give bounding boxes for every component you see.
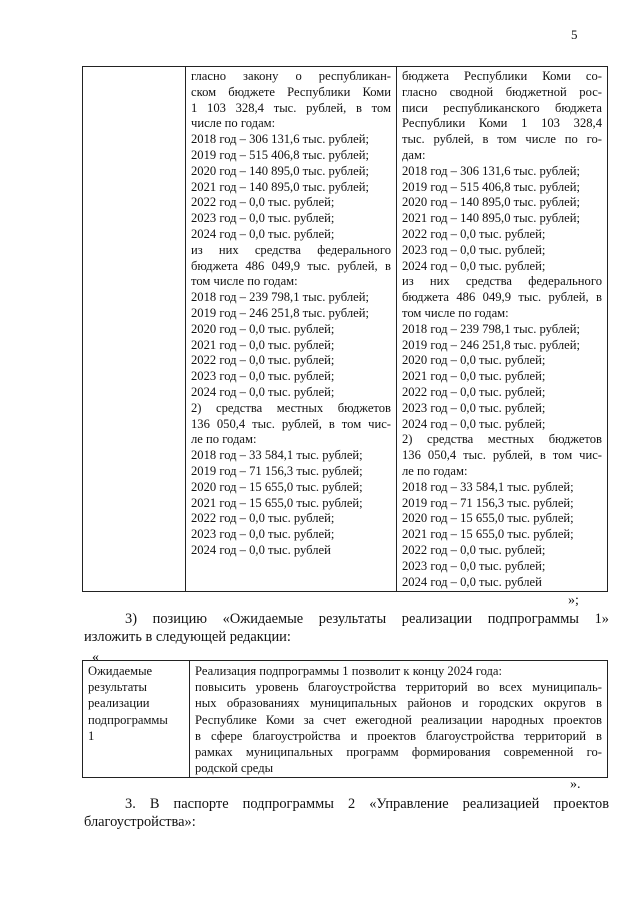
- text-line: 2020 год – 15 655,0 тыс. рублей;: [402, 511, 574, 526]
- text-line: родской среды: [195, 761, 274, 776]
- text-line: 2024 год – 0,0 тыс. рублей;: [191, 226, 335, 241]
- text-line: 2023 год – 0,0 тыс. рублей;: [402, 242, 546, 257]
- text-line: Республики Коми 1 103 328,4: [402, 116, 602, 131]
- text-line: 2021 год – 0,0 тыс. рублей;: [191, 337, 335, 352]
- item-3-line-2: изложить в следующей редакции:: [84, 629, 291, 645]
- budget-right-cell: [397, 67, 608, 592]
- page-number: 5: [571, 27, 578, 42]
- text-line: ле по годам:: [191, 432, 257, 447]
- text-line: 2) средства местных бюджетов: [402, 432, 602, 447]
- text-line: 2023 год – 0,0 тыс. рублей;: [402, 558, 546, 573]
- text-line: в сфере благоустройства и проектов благоустройства территорий в: [195, 728, 602, 743]
- budget-left-lines: [191, 69, 391, 559]
- text-line: гласно сводной бюджетной рос-: [402, 84, 602, 99]
- results-text-cell: [190, 661, 608, 778]
- item-passport-paragraph: [84, 795, 609, 831]
- text-line: дам:: [402, 147, 426, 162]
- text-line: 2024 год – 0,0 тыс. рублей;: [191, 384, 335, 399]
- text-line: 1: [88, 728, 95, 743]
- text-line: 2021 год – 15 655,0 тыс. рублей;: [402, 527, 574, 542]
- text-line: 2018 год – 306 131,6 тыс. рублей;: [191, 132, 369, 147]
- text-line: бюджета 486 049,9 тыс. рублей, в: [191, 258, 391, 273]
- text-line: числе по годам:: [191, 116, 276, 131]
- text-line: ле по годам:: [402, 463, 468, 478]
- text-line: 2020 год – 140 895,0 тыс. рублей;: [191, 163, 369, 178]
- text-line: 2021 год – 140 895,0 тыс. рублей;: [191, 179, 369, 194]
- text-line: Республике Коми за счет ежегодной реализации народных проектов: [195, 712, 602, 727]
- budget-left-cell: [186, 67, 397, 592]
- text-line: 2022 год – 0,0 тыс. рублей;: [402, 542, 546, 557]
- text-line: 2024 год – 0,0 тыс. рублей;: [402, 258, 546, 273]
- text-line: 2019 год – 71 156,3 тыс. рублей;: [191, 463, 363, 478]
- results-table: [82, 660, 608, 778]
- text-line: 2020 год – 0,0 тыс. рублей;: [191, 321, 335, 336]
- text-line: 1 103 328,4 тыс. рублей, в том: [191, 100, 391, 115]
- text-line: 2022 год – 0,0 тыс. рублей;: [191, 511, 335, 526]
- text-line: 2023 год – 0,0 тыс. рублей;: [402, 400, 546, 415]
- text-line: том числе по годам:: [402, 305, 509, 320]
- text-line: 2024 год – 0,0 тыс. рублей: [402, 574, 542, 589]
- text-line: 2018 год – 239 798,1 тыс. рублей;: [191, 290, 369, 305]
- text-line: 2019 год – 71 156,3 тыс. рублей;: [402, 495, 574, 510]
- text-line: 2019 год – 246 251,8 тыс. рублей;: [402, 337, 580, 352]
- text-line: рамках муниципальных программ формирования современной го-: [195, 745, 602, 760]
- text-line: из них средства федерального: [191, 242, 391, 257]
- text-line: 2020 год – 140 895,0 тыс. рублей;: [402, 195, 580, 210]
- text-line: результаты: [88, 680, 147, 695]
- text-line: Ожидаемые: [88, 664, 153, 678]
- text-line: 2021 год – 15 655,0 тыс. рублей;: [191, 495, 363, 510]
- text-line: из них средства федерального: [402, 274, 602, 289]
- text-line: 2024 год – 0,0 тыс. рублей;: [402, 416, 546, 431]
- budget-empty-cell: [83, 67, 186, 592]
- text-line: 2018 год – 239 798,1 тыс. рублей;: [402, 321, 580, 336]
- text-line: 2019 год – 515 406,8 тыс. рублей;: [191, 147, 369, 162]
- text-line: 136 050,4 тыс. рублей, в том чис-: [402, 448, 602, 463]
- text-line: 2024 год – 0,0 тыс. рублей: [191, 542, 331, 557]
- item-3-line-1: 3) позицию «Ожидаемые результаты реализации подпрограммы 1»: [125, 611, 609, 627]
- text-line: 2019 год – 515 406,8 тыс. рублей;: [402, 179, 580, 194]
- text-line: 2021 год – 140 895,0 тыс. рублей;: [402, 211, 580, 226]
- text-line: бюджета 486 049,9 тыс. рублей, в: [402, 290, 602, 305]
- text-line: 2023 год – 0,0 тыс. рублей;: [191, 211, 335, 226]
- closing-quote-semicolon: »;: [568, 593, 579, 608]
- text-line: ных образованиях муниципальных районов и городских округов в: [195, 696, 602, 711]
- text-line: 2018 год – 33 584,1 тыс. рублей;: [402, 479, 574, 494]
- budget-table: [82, 66, 608, 592]
- text-line: 2023 год – 0,0 тыс. рублей;: [191, 369, 335, 384]
- closing-quote-period: ».: [570, 777, 581, 792]
- text-line: реализации: [88, 696, 150, 711]
- opening-quote: «: [92, 650, 99, 665]
- text-line: 2) средства местных бюджетов: [191, 400, 391, 415]
- text-line: 136 050,4 тыс. рублей, в том чис-: [191, 416, 391, 431]
- text-line: том числе по годам:: [191, 274, 298, 289]
- text-line: писи республиканского бюджета: [402, 100, 602, 115]
- text-line: 2019 год – 246 251,8 тыс. рублей;: [191, 305, 369, 320]
- text-line: бюджета Республики Коми со-: [402, 69, 602, 83]
- item-passport-line-2: благоустройства»:: [84, 814, 196, 830]
- text-line: ском бюджете Республики Коми: [191, 84, 391, 99]
- text-line: 2022 год – 0,0 тыс. рублей;: [402, 226, 546, 241]
- item-3-paragraph: [84, 610, 609, 646]
- budget-right-lines: [402, 69, 602, 590]
- results-label-cell: [83, 661, 190, 778]
- text-line: 2022 год – 0,0 тыс. рублей;: [402, 384, 546, 399]
- text-line: 2018 год – 33 584,1 тыс. рублей;: [191, 448, 363, 463]
- text-line: подпрограммы: [88, 712, 168, 727]
- text-line: 2022 год – 0,0 тыс. рублей;: [191, 353, 335, 368]
- item-passport-line-1: 3. В паспорте подпрограммы 2 «Управление реализацией проектов: [125, 796, 609, 812]
- text-line: гласно закону о республикан-: [191, 69, 391, 83]
- results-label-lines: [88, 663, 184, 744]
- results-text-lines: [195, 663, 602, 776]
- text-line: 2020 год – 0,0 тыс. рублей;: [402, 353, 546, 368]
- text-line: 2018 год – 306 131,6 тыс. рублей;: [402, 163, 580, 178]
- text-line: 2022 год – 0,0 тыс. рублей;: [191, 195, 335, 210]
- text-line: повысить уровень благоустройства территорий во всех муниципаль-: [195, 680, 602, 695]
- text-line: 2020 год – 15 655,0 тыс. рублей;: [191, 479, 363, 494]
- text-line: 2021 год – 0,0 тыс. рублей;: [402, 369, 546, 384]
- text-line: тыс. рублей, в том числе по го-: [402, 132, 602, 147]
- text-line: 2023 год – 0,0 тыс. рублей;: [191, 527, 335, 542]
- text-line: Реализация подпрограммы 1 позволит к концу 2024 года:: [195, 664, 503, 678]
